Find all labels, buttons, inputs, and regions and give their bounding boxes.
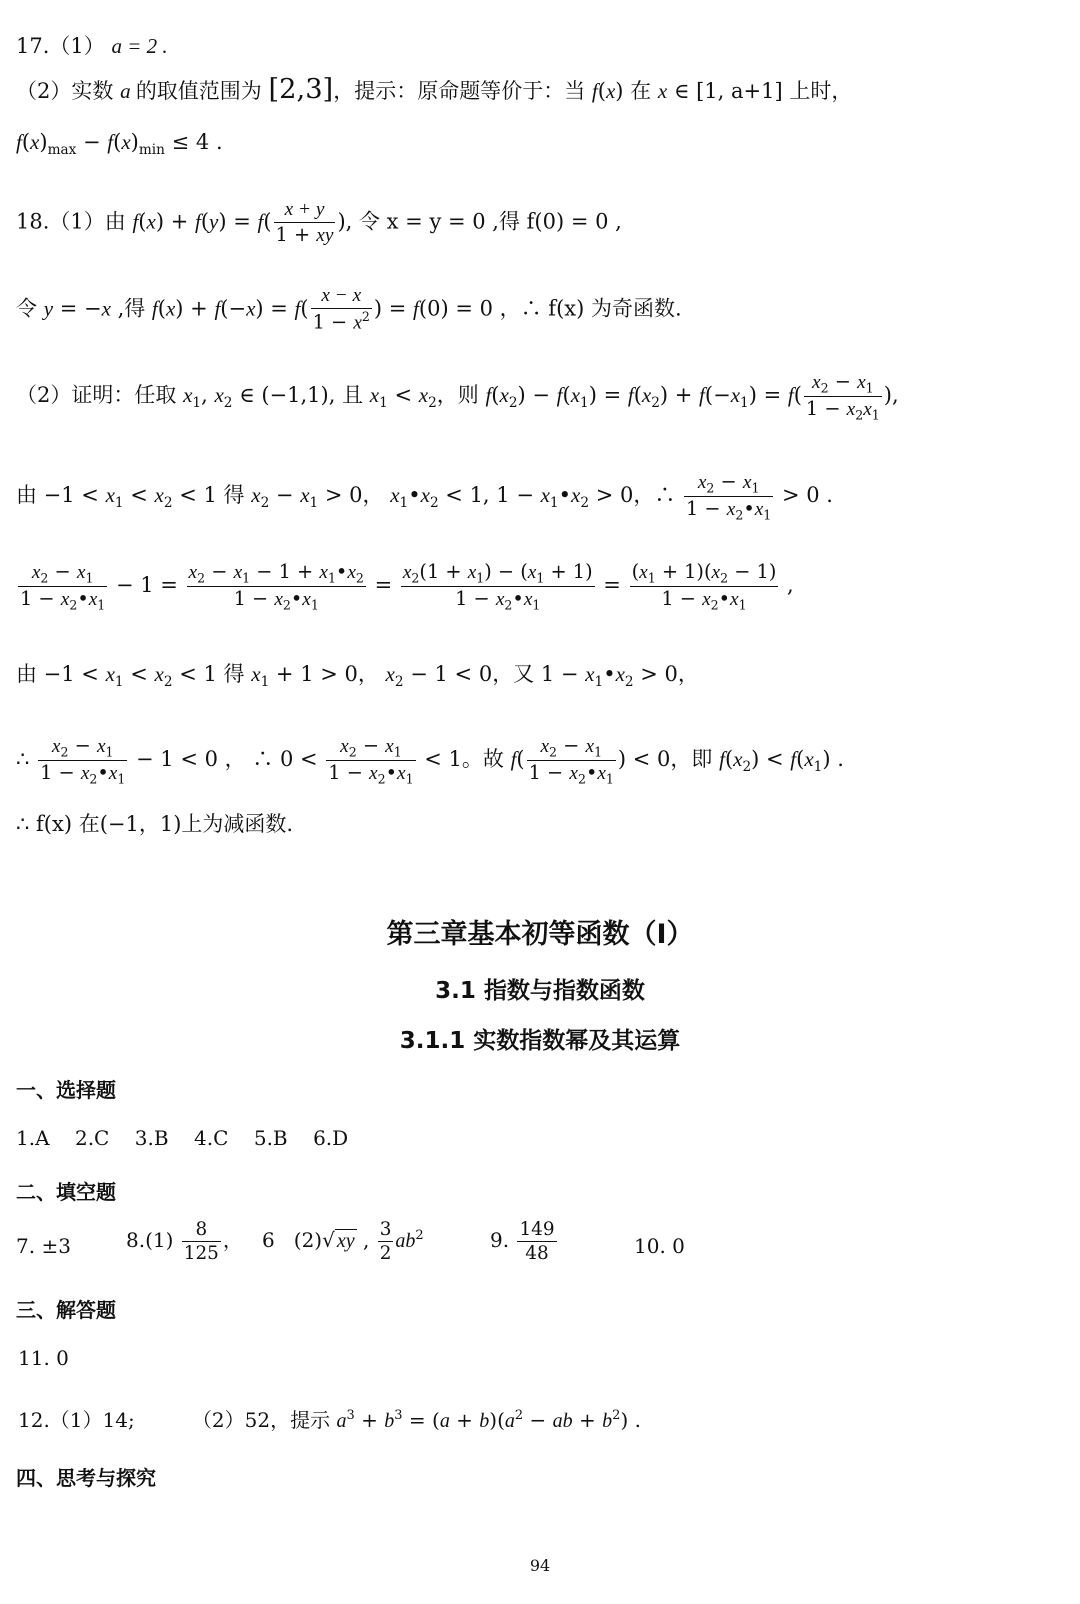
choice-answer: 2.C [74, 1126, 110, 1150]
fill-q7: 7. ±3 [16, 1234, 71, 1258]
fill-q9: 9. $\frac{149}{48}$ [490, 1219, 555, 1264]
chapter-title: 第三章基本初等函数（Ⅰ） [386, 919, 694, 950]
q17-condition: $f(x)_{max} - f(x)_{min} \le 4$ . [16, 130, 223, 158]
q18-final: ∴ f(x) 在(−1，1)上为减函数. [16, 812, 294, 836]
choice-answer: 5.B [253, 1126, 288, 1150]
q18-transform: $\frac{x_2 - x_1}{1 - x_2•x_1}$ − 1 = $\frac{x_2 - x_1 - 1 + x_1•x_2}{1 - x_2•x_1}$ = $\frac{x_2(1 + x_1) - (x_1 + 1)}{1 - x_2•x_1}$ = $\frac{(x_1 + 1)(x_2 - 1)}{1 - x_2•x_1}$ , [20, 560, 794, 613]
think-heading: 四、思考与探究 [16, 1466, 156, 1490]
q18-from-1: 由 $-1 < x_1 < x_2 < 1$ 得 $x_2 - x_1 > 0$， $x_1•x_2 < 1$, $1 - x_1•x_2 > 0$，∴ $\frac{x_2 - x_1}{1 - x_2•x_1}$ > 0 . [16, 470, 833, 523]
fill-q8: 8.(1) $\frac{8}{125}$ ， 6 (2)√ xy , $\frac{3}{2}$ $ab^2$ [126, 1219, 424, 1264]
q18-from-2: 由 $-1 < x_1 < x_2 < 1$ 得 $x_1 + 1 > 0$， $x_2 - 1 < 0$，又 $1 - x_1•x_2 > 0$， [16, 662, 699, 690]
fill-heading: 二、填空题 [16, 1180, 116, 1204]
q17-part2: （2）实数 a 的取值范围为 [2,3]，提示：原命题等价于：当 f(x) 在 x ∈ [1, a+1] 上时， [16, 74, 853, 105]
section-title: 3.1 指数与指数函数 [435, 978, 645, 1004]
solve-heading: 三、解答题 [16, 1298, 116, 1322]
choice-answer: 3.B [134, 1126, 169, 1150]
q18-part1: 18.（1）由 f(x) + f(y) = f( $\frac{x + y}{1 + xy}$ ), 令 x = y = 0 ,得 f(0) = 0 , [16, 199, 622, 247]
choice-heading: 一、选择题 [16, 1078, 116, 1102]
choice-answer: 6.D [313, 1126, 349, 1150]
subsection-title: 3.1.1 实数指数幂及其运算 [399, 1028, 681, 1054]
q17-part1: 17.（1） a = 2 . [16, 34, 168, 58]
page-number: 94 [529, 1556, 551, 1575]
fill-q10: 10. 0 [634, 1234, 685, 1258]
q18-therefore: ∴ $\frac{x_2 - x_1}{1 - x_2•x_1}$ − 1 < 0 ， ∴ 0 < $\frac{x_2 - x_1}{1 - x_2•x_1}$ < 1。故 f( $\frac{x_2 - x_1}{1 - x_2•x_1}$ ) < 0，即 $f(x_2) < f(x_1)$ . [16, 734, 844, 787]
choice-answers [16, 1126, 348, 1150]
choice-answer: 4.C [194, 1126, 229, 1150]
q18-part2: （2）证明：任取 $x_1$, $x_2$ ∈ (−1,1), 且 $x_1 < x_2$，则 $f(x_2) - f(x_1) = f(x_2) + f(-x_1) = f$( $\frac{x_2 - x_1}{1 - x_2x_1}$ ), [16, 370, 899, 423]
q18-odd: 令 y = −x ,得 f(x) + f(−x) = f( $\frac{x - x}{1 - x^2}$ ) = f(0) = 0 ，∴ f(x) 为奇函数. [16, 285, 682, 334]
solve-q12: 12.（1）14; （2）52，提示 $a^3 + b^3 = (a + b)(a^2$ − ab + $b^2$) . [18, 1408, 641, 1432]
solve-q11: 11. 0 [18, 1346, 69, 1370]
choice-answer: 1.A [16, 1126, 50, 1150]
